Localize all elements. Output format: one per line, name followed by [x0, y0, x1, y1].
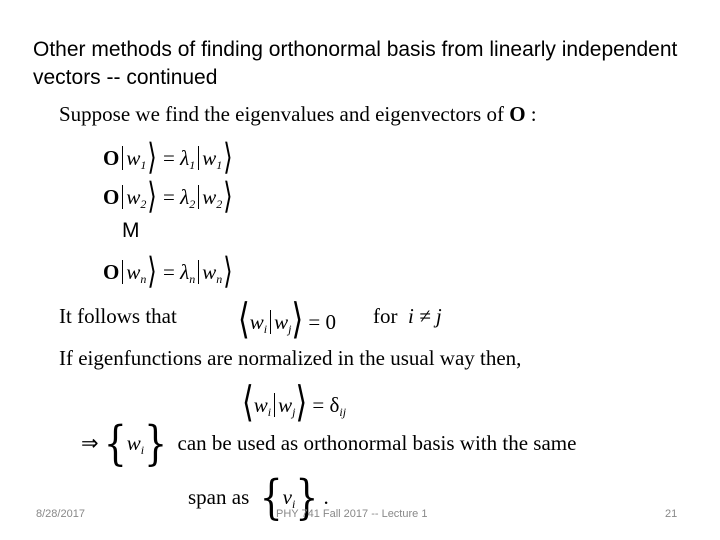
condition: [373, 304, 442, 329]
eq-lambda: λ: [180, 185, 190, 209]
eq-ket-rhs: w: [202, 260, 217, 284]
set-w: w: [126, 431, 141, 455]
eq-lambda-sub: 1: [189, 158, 196, 172]
orthogonality-bracket: $⟨w_i$ $w_j⟩ = 0$: [238, 296, 336, 343]
ket-sub: j: [288, 322, 292, 336]
vertical-dots: M: [122, 219, 140, 242]
span-line: span as $\{v_i\}$ .: [188, 471, 329, 526]
follows-text: It follows that: [59, 304, 177, 328]
eigen-equation-2: O $w_2⟩ = \lambda_2$ $w_2⟩$: [103, 177, 233, 217]
eq-operator: O: [103, 146, 120, 170]
eq-ket-rhs: w: [202, 185, 217, 209]
eq-ket: w: [126, 146, 141, 170]
intro-text: Suppose we find the eigenvalues and eigenvectors of: [59, 102, 504, 126]
eq-ket: w: [126, 185, 141, 209]
delta-symbol: = δ: [312, 393, 340, 417]
eq-ket-sub: 2: [140, 197, 147, 211]
implies-arrow: ⇒: [81, 431, 99, 455]
bra-w: w: [253, 393, 268, 417]
footer-date: 8/28/2017: [36, 508, 85, 520]
eq-ket-rhs: w: [202, 146, 217, 170]
ortho-rhs: = 0: [308, 310, 336, 334]
bra-w: w: [249, 310, 264, 334]
basis-text: can be used as orthonormal basis with the same: [177, 431, 577, 455]
span-text: span as: [188, 485, 250, 509]
condition-expr: i ≠ j: [408, 304, 442, 328]
bra-sub: i: [267, 405, 272, 419]
eigen-equation-1: O $w_1⟩ = \lambda_1$ $w_1⟩$: [103, 138, 233, 178]
period: .: [323, 485, 329, 509]
eq-lambda: λ: [180, 146, 190, 170]
eq-ket-rhs-sub: 1: [216, 158, 223, 172]
eq-ket-sub: 1: [140, 158, 147, 172]
footer-page-number: 21: [665, 508, 678, 520]
eigen-equation-n: O $w_n⟩ = \lambda_n$ $w_n⟩$: [103, 252, 233, 292]
ket-w: w: [278, 393, 293, 417]
eq-ket-sub: n: [140, 272, 147, 286]
normalized-text: If eigenfunctions are normalized in the usual way then,: [59, 346, 522, 370]
intro-colon: :: [530, 102, 537, 126]
eq-operator: O: [103, 260, 120, 284]
eq-lambda-sub: n: [189, 272, 196, 286]
basis-line: ⇒ $\{w_i\}$ can be used as orthonormal basis with the same: [81, 417, 577, 472]
eq-ket-rhs-sub: 2: [216, 197, 223, 211]
bra-sub: i: [263, 322, 268, 336]
operator-symbol: O: [509, 102, 526, 126]
eq-lambda-sub: 2: [189, 197, 196, 211]
ket-w: w: [274, 310, 289, 334]
orthonormal-bracket: $⟨w_i$ $w_j⟩ = \delta_{ij}$: [242, 379, 347, 426]
for-text: for: [373, 304, 398, 328]
delta-sub: ij: [339, 405, 347, 419]
set-v: v: [282, 485, 292, 509]
intro-line: [59, 102, 537, 127]
footer-course: PHY 741 Fall 2017 -- Lecture 1: [276, 508, 428, 520]
set-v-sub: i: [291, 497, 296, 511]
eq-operator: O: [103, 185, 120, 209]
ket-sub: j: [292, 405, 296, 419]
slide-title: Other methods of finding orthonormal basis from linearly independent vectors -- continued: [33, 38, 678, 89]
set-w-sub: i: [140, 443, 145, 457]
eq-lambda: λ: [180, 260, 190, 284]
eq-ket-rhs-sub: n: [216, 272, 223, 286]
eq-ket: w: [126, 260, 141, 284]
